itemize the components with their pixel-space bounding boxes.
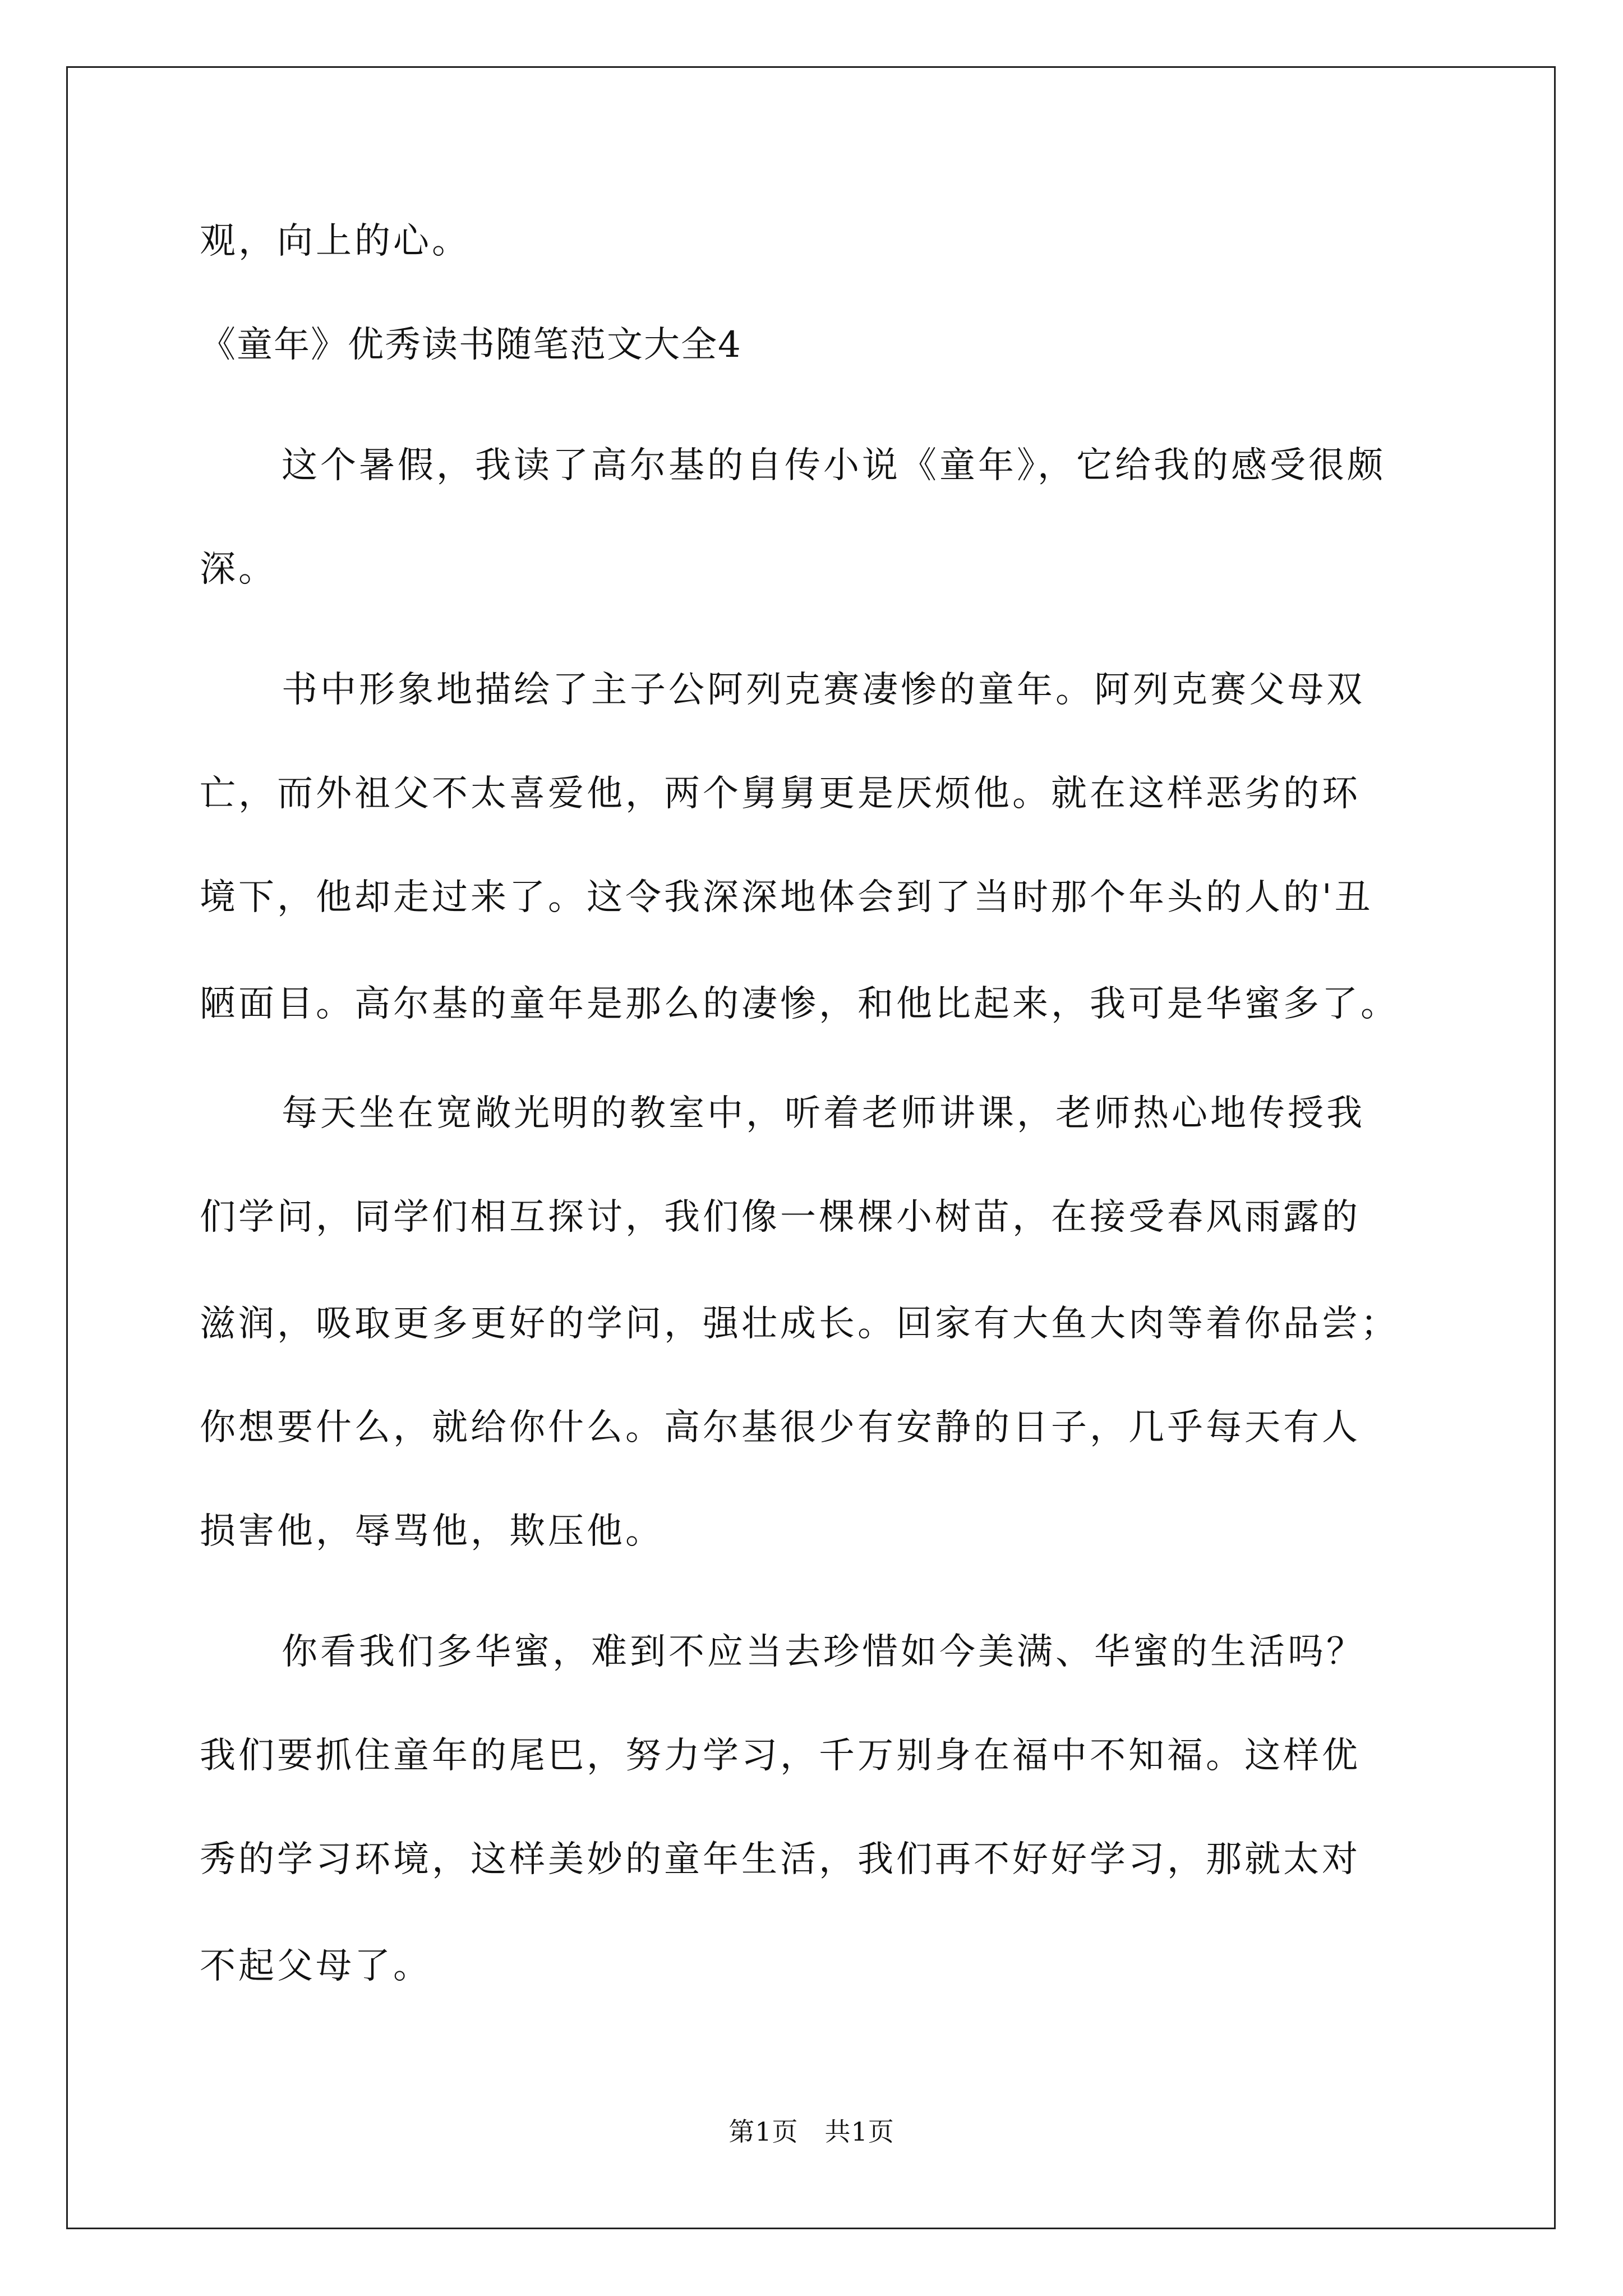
paragraph-4-line-3: 秀的学习环境，这样美妙的童年生活，我们再不好好学习，那就太对 — [200, 1839, 1361, 1880]
paragraph-4-line-4: 不起父母了。 — [200, 1945, 432, 1987]
paragraph-3-line-5: 损害他，辱骂他，欺压他。 — [200, 1511, 664, 1552]
paragraph-3-line-3: 滋润，吸取更多更好的学问，强壮成长。回家有大鱼大肉等着你品尝； — [200, 1303, 1399, 1345]
paragraph-1-line-1: 这个暑假，我读了高尔基的自传小说《童年》，它给我的感受很颇 — [282, 445, 1386, 486]
paragraph-1-line-2: 深。 — [200, 549, 277, 590]
page-frame — [66, 66, 1556, 2229]
paragraph-3-line-4: 你想要什么，就给你什么。高尔基很少有安静的日子，几乎每天有人 — [200, 1407, 1361, 1448]
paragraph-2-line-3: 境下，他却走过来了。这令我深深地体会到了当时那个年头的人的'丑 — [200, 877, 1373, 918]
paragraph-3-line-2: 们学问，同学们相互探讨，我们像一棵棵小树苗，在接受春风雨露的 — [200, 1197, 1361, 1238]
paragraph-2-line-2: 亡，而外祖父不太喜爱他，两个舅舅更是厌烦他。就在这样恶劣的环 — [200, 773, 1361, 815]
section-heading: 《童年》优秀读书随笔范文大全4 — [200, 324, 742, 366]
paragraph-4-line-1: 你看我们多华蜜，难到不应当去珍惜如今美满、华蜜的生活吗？ — [282, 1631, 1365, 1673]
text-line-1: 观，向上的心。 — [200, 220, 471, 262]
paragraph-2-line-1: 书中形象地描绘了主子公阿列克赛凄惨的童年。阿列克赛父母双 — [282, 669, 1365, 711]
paragraph-3-line-1: 每天坐在宽敞光明的教室中，听着老师讲课，老师热心地传授我 — [282, 1093, 1365, 1134]
page-footer: 第1页 共1页 — [728, 2116, 895, 2147]
paragraph-4-line-2: 我们要抓住童年的尾巴，努力学习，千万别身在福中不知福。这样优 — [200, 1735, 1361, 1777]
paragraph-2-line-4: 陋面目。高尔基的童年是那么的凄惨，和他比起来，我可是华蜜多了。 — [200, 983, 1399, 1025]
